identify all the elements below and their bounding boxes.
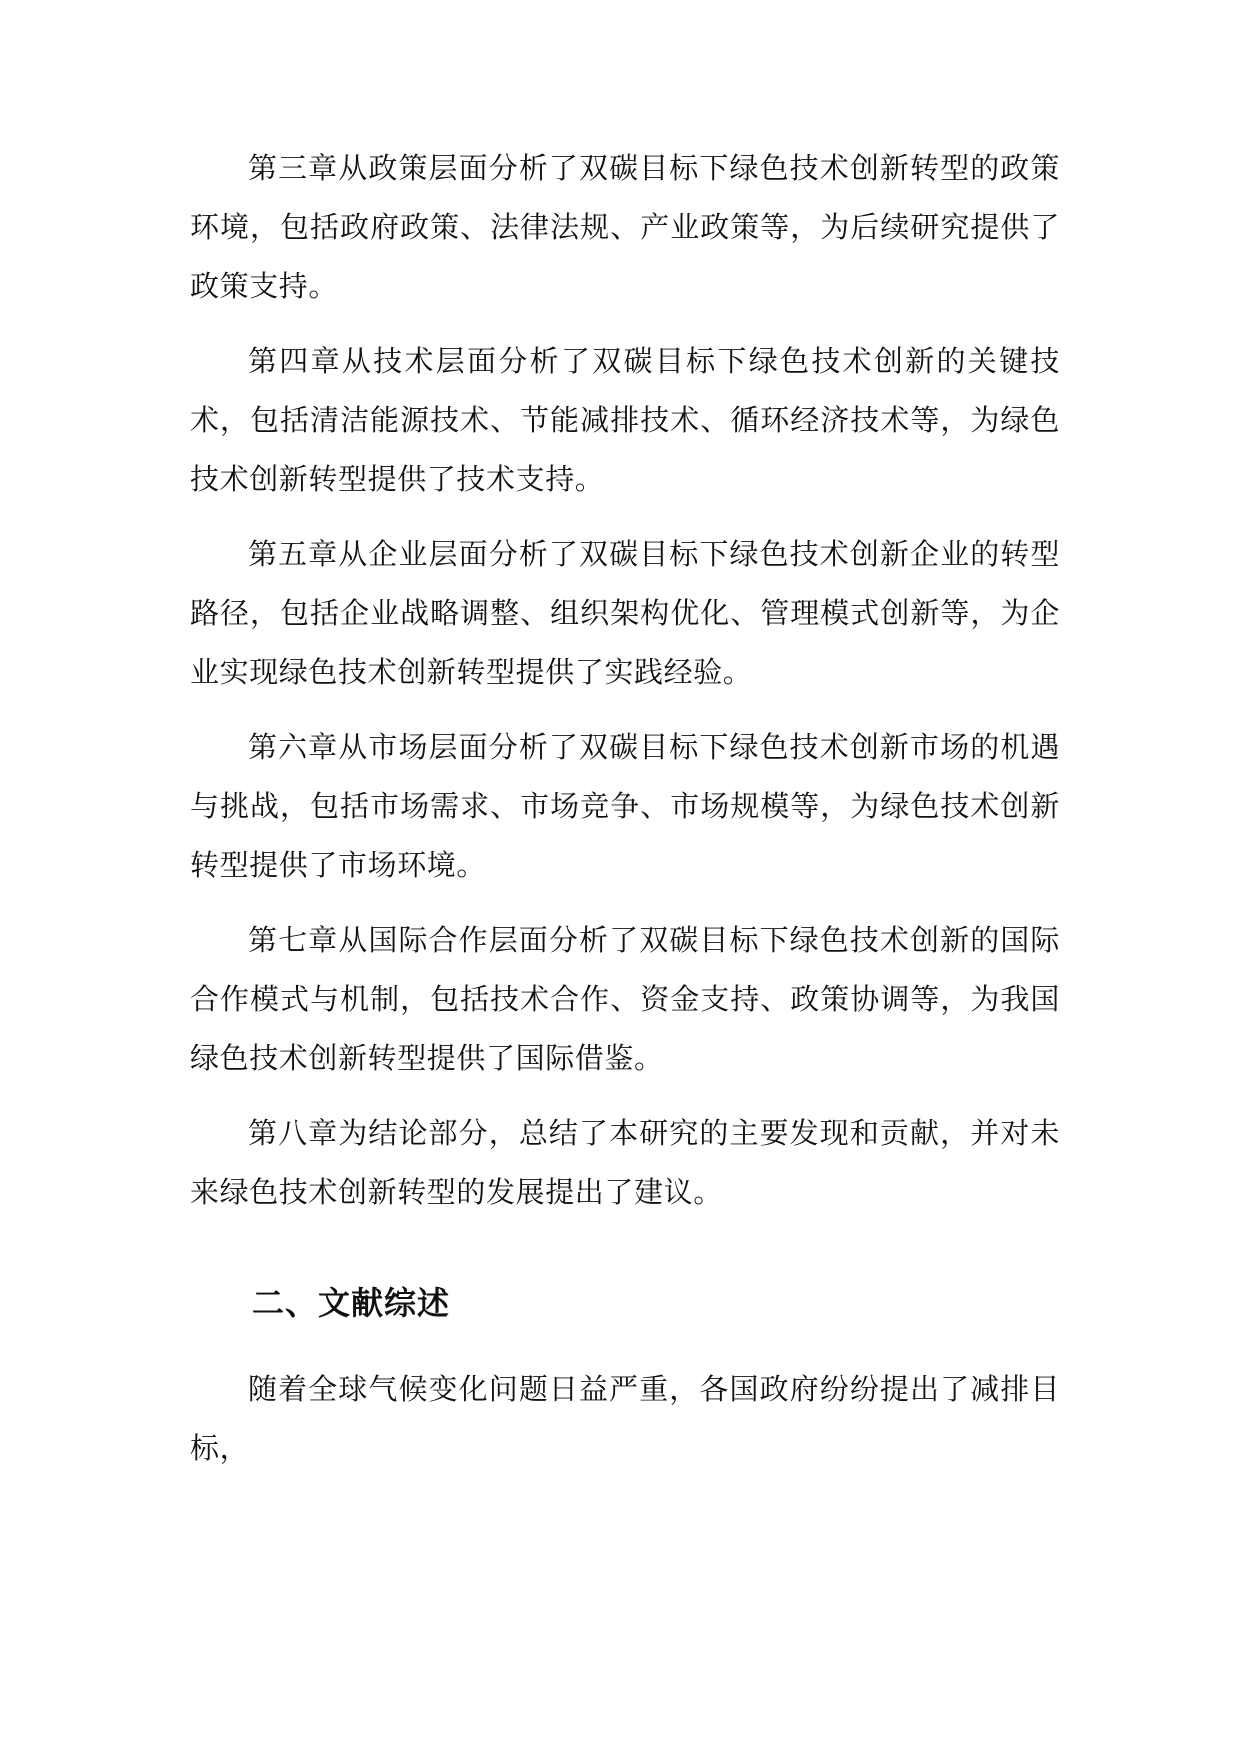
paragraph-chapter-6: 第六章从市场层面分析了双碳目标下绿色技术创新市场的机遇与挑战，包括市场需求、市场竞争、市场规模等，为绿色技术创新转型提供了市场环境。 [190, 730, 1060, 882]
paragraph-chapter-8: 第八章为结论部分，总结了本研究的主要发现和贡献，并对未来绿色技术创新转型的发展提出了建议。 [190, 1116, 1060, 1209]
section-heading-literature-review: 二、文献综述 [252, 1284, 451, 1322]
paragraph-chapter-4: 第四章从技术层面分析了双碳目标下绿色技术创新的关键技术，包括清洁能源技术、节能减排技术、循环经济技术等，为绿色技术创新转型提供了技术支持。 [190, 344, 1060, 496]
document-body [190, 139, 1060, 1494]
paragraph-chapter-3: 第三章从政策层面分析了双碳目标下绿色技术创新转型的政策环境，包括政府政策、法律法规、产业政策等，为后续研究提供了政策支持。 [190, 151, 1060, 303]
paragraph-literature-review-intro: 随着全球气候变化问题日益严重，各国政府纷纷提出了减排目标， [190, 1372, 1060, 1465]
paragraph-chapter-7: 第七章从国际合作层面分析了双碳目标下绿色技术创新的国际合作模式与机制，包括技术合作、资金支持、政策协调等，为我国绿色技术创新转型提供了国际借鉴。 [190, 923, 1060, 1075]
paragraph-chapter-5: 第五章从企业层面分析了双碳目标下绿色技术创新企业的转型路径，包括企业战略调整、组织架构优化、管理模式创新等，为企业实现绿色技术创新转型提供了实践经验。 [190, 537, 1060, 689]
